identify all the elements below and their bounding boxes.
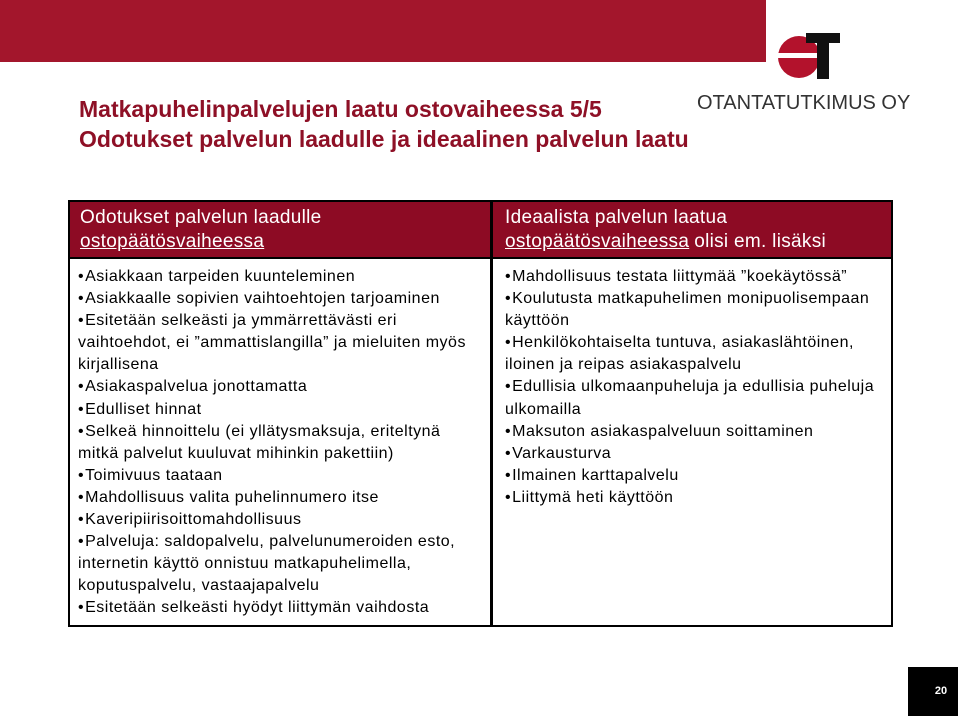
bullet-icon: •	[78, 533, 85, 551]
bullet-icon: •	[78, 488, 85, 506]
list-item-line	[78, 288, 490, 310]
list-item-text: mitkä palvelut kuuluvat mihinkin pakettiin)	[78, 444, 394, 462]
list-item-line	[78, 465, 490, 487]
list-item-line	[505, 310, 891, 332]
bullet-icon: •	[78, 422, 85, 440]
bullet-icon: •	[505, 444, 512, 462]
otantatutkimus-logo-icon	[776, 30, 842, 82]
list-item	[78, 597, 490, 619]
list-item-line	[78, 376, 490, 398]
list-item-line	[78, 399, 490, 421]
list-item-text: Maksuton asiakaspalveluun soittaminen	[512, 422, 814, 440]
list-item-line	[505, 332, 891, 354]
list-item-text: kirjallisena	[78, 356, 159, 374]
header-line-1: Odotukset palvelun laadulle	[80, 207, 322, 228]
header-cell-ideal	[493, 202, 891, 257]
list-item	[78, 310, 490, 376]
list-item-line	[505, 354, 891, 376]
bullet-icon: •	[505, 488, 512, 506]
slide-title-line-2: Odotukset palvelun laadulle ja ideaalinen palvelun laatu	[79, 126, 689, 152]
slide-title	[79, 94, 689, 154]
page-number: 20	[908, 667, 958, 716]
list-item-text: Asiakkaan tarpeiden kuunteleminen	[85, 268, 356, 285]
slide-title-line-1: Matkapuhelinpalvelujen laatu ostovaiheessa 5/5	[79, 96, 602, 122]
list-item-line	[78, 443, 490, 465]
bullet-icon: •	[78, 466, 85, 484]
list-item	[505, 487, 891, 509]
list-item	[505, 288, 891, 332]
header-line-2	[505, 230, 891, 254]
header-cell-expectations	[70, 202, 490, 257]
header-rest-text: olisi em. lisäksi	[694, 231, 827, 252]
company-name: OTANTATUTKIMUS OY	[697, 92, 911, 114]
list-item-text: Kaveripiirisoittomahdollisuus	[85, 511, 302, 529]
list-item	[505, 443, 891, 465]
list-item-line	[78, 354, 490, 376]
list-item-text: Mahdollisuus valita puhelinnumero itse	[85, 488, 379, 506]
row-divider	[70, 257, 891, 259]
list-item	[505, 465, 891, 487]
bullet-icon: •	[78, 378, 85, 396]
list-item-text: Koulutusta matkapuhelimen monipuolisempaan	[512, 290, 870, 308]
list-item	[78, 288, 490, 310]
list-item-text: Asiakkaalle sopivien vaihtoehtojen tarjoaminen	[85, 290, 440, 308]
header-line-1: Ideaalista palvelun laatua	[505, 207, 728, 228]
list-item	[505, 376, 891, 420]
list-item-text: internetin käyttö onnistuu matkapuhelimella,	[78, 555, 412, 573]
list-item-text: ulkomailla	[505, 400, 582, 418]
list-item-line	[78, 575, 490, 597]
list-item-line	[78, 597, 490, 619]
bullet-icon: •	[505, 378, 512, 396]
list-item-line	[505, 487, 891, 509]
bullet-icon: •	[78, 400, 85, 418]
bullet-icon: •	[505, 268, 512, 285]
list-item-line	[78, 509, 490, 531]
bullet-icon: •	[505, 334, 512, 352]
list-item-text: koputuspalvelu, vastaajapalvelu	[78, 577, 320, 595]
list-item-text: iloinen ja reipas asiakaspalvelu	[505, 356, 742, 374]
list-item	[78, 266, 490, 288]
list-item-line	[505, 399, 891, 421]
list-item-line	[505, 443, 891, 465]
bullet-icon: •	[78, 599, 85, 617]
list-item-line	[505, 288, 891, 310]
list-item-text: Mahdollisuus testata liittymää ”koekäytössä”	[512, 268, 848, 285]
list-item-text: Liittymä heti käyttöön	[512, 488, 674, 506]
bullet-icon: •	[505, 422, 512, 440]
bullet-icon: •	[505, 290, 512, 308]
list-item	[78, 376, 490, 398]
list-item	[505, 421, 891, 443]
list-item-text: Palveluja: saldopalvelu, palvelunumeroiden esto,	[85, 533, 456, 551]
list-item	[78, 531, 490, 597]
bullet-icon: •	[78, 268, 85, 285]
list-item-text: Selkeä hinnoittelu (ei yllätysmaksuja, eriteltynä	[85, 422, 441, 440]
list-item-text: Henkilökohtaiselta tuntuva, asiakaslähtöinen,	[512, 334, 854, 352]
bullet-icon: •	[78, 511, 85, 529]
list-item-text: Edulliset hinnat	[85, 400, 202, 418]
list-item-text: Toimivuus taataan	[85, 466, 223, 484]
list-item-line	[505, 465, 891, 487]
list-item	[78, 399, 490, 421]
header-line-2	[80, 230, 490, 254]
list-item-text: Esitetään selkeästi ja ymmärrettävästi eri	[85, 312, 397, 330]
expectations-list	[70, 266, 490, 620]
list-item-line	[78, 421, 490, 443]
list-item-line	[78, 487, 490, 509]
bullet-icon: •	[78, 312, 85, 330]
ideal-list	[493, 266, 891, 509]
list-item	[78, 465, 490, 487]
logo-t-stem	[817, 33, 829, 79]
list-item-line	[505, 266, 891, 288]
list-item-line	[505, 421, 891, 443]
list-item	[78, 487, 490, 509]
list-item-text: Ilmainen karttapalvelu	[512, 466, 679, 484]
list-item	[78, 421, 490, 465]
list-item	[505, 332, 891, 376]
header-underlined-text: ostopäätösvaiheessa	[80, 231, 265, 252]
bullet-icon: •	[78, 290, 85, 308]
list-item	[505, 266, 891, 288]
list-item-line	[505, 376, 891, 398]
list-item-line	[78, 310, 490, 332]
logo-white-stripe	[776, 53, 820, 58]
list-item-line	[78, 553, 490, 575]
list-item-text: Esitetään selkeästi hyödyt liittymän vaihdosta	[85, 599, 430, 617]
list-item	[78, 509, 490, 531]
list-item-text: Asiakaspalvelua jonottamatta	[85, 378, 308, 396]
top-band	[0, 0, 766, 62]
list-item-text: Edullisia ulkomaanpuheluja ja edullisia puheluja	[512, 378, 875, 396]
header-underlined-text: ostopäätösvaiheessa	[505, 231, 690, 252]
list-item-text: Varkausturva	[512, 444, 612, 462]
bullet-icon: •	[505, 466, 512, 484]
list-item-line	[78, 531, 490, 553]
list-item-text: vaihtoehdot, ei ”ammattislangilla” ja mieluiten myös	[78, 334, 466, 352]
list-item-line	[78, 266, 490, 288]
comparison-table	[68, 200, 893, 627]
list-item-text: käyttöön	[505, 312, 570, 330]
list-item-line	[78, 332, 490, 354]
